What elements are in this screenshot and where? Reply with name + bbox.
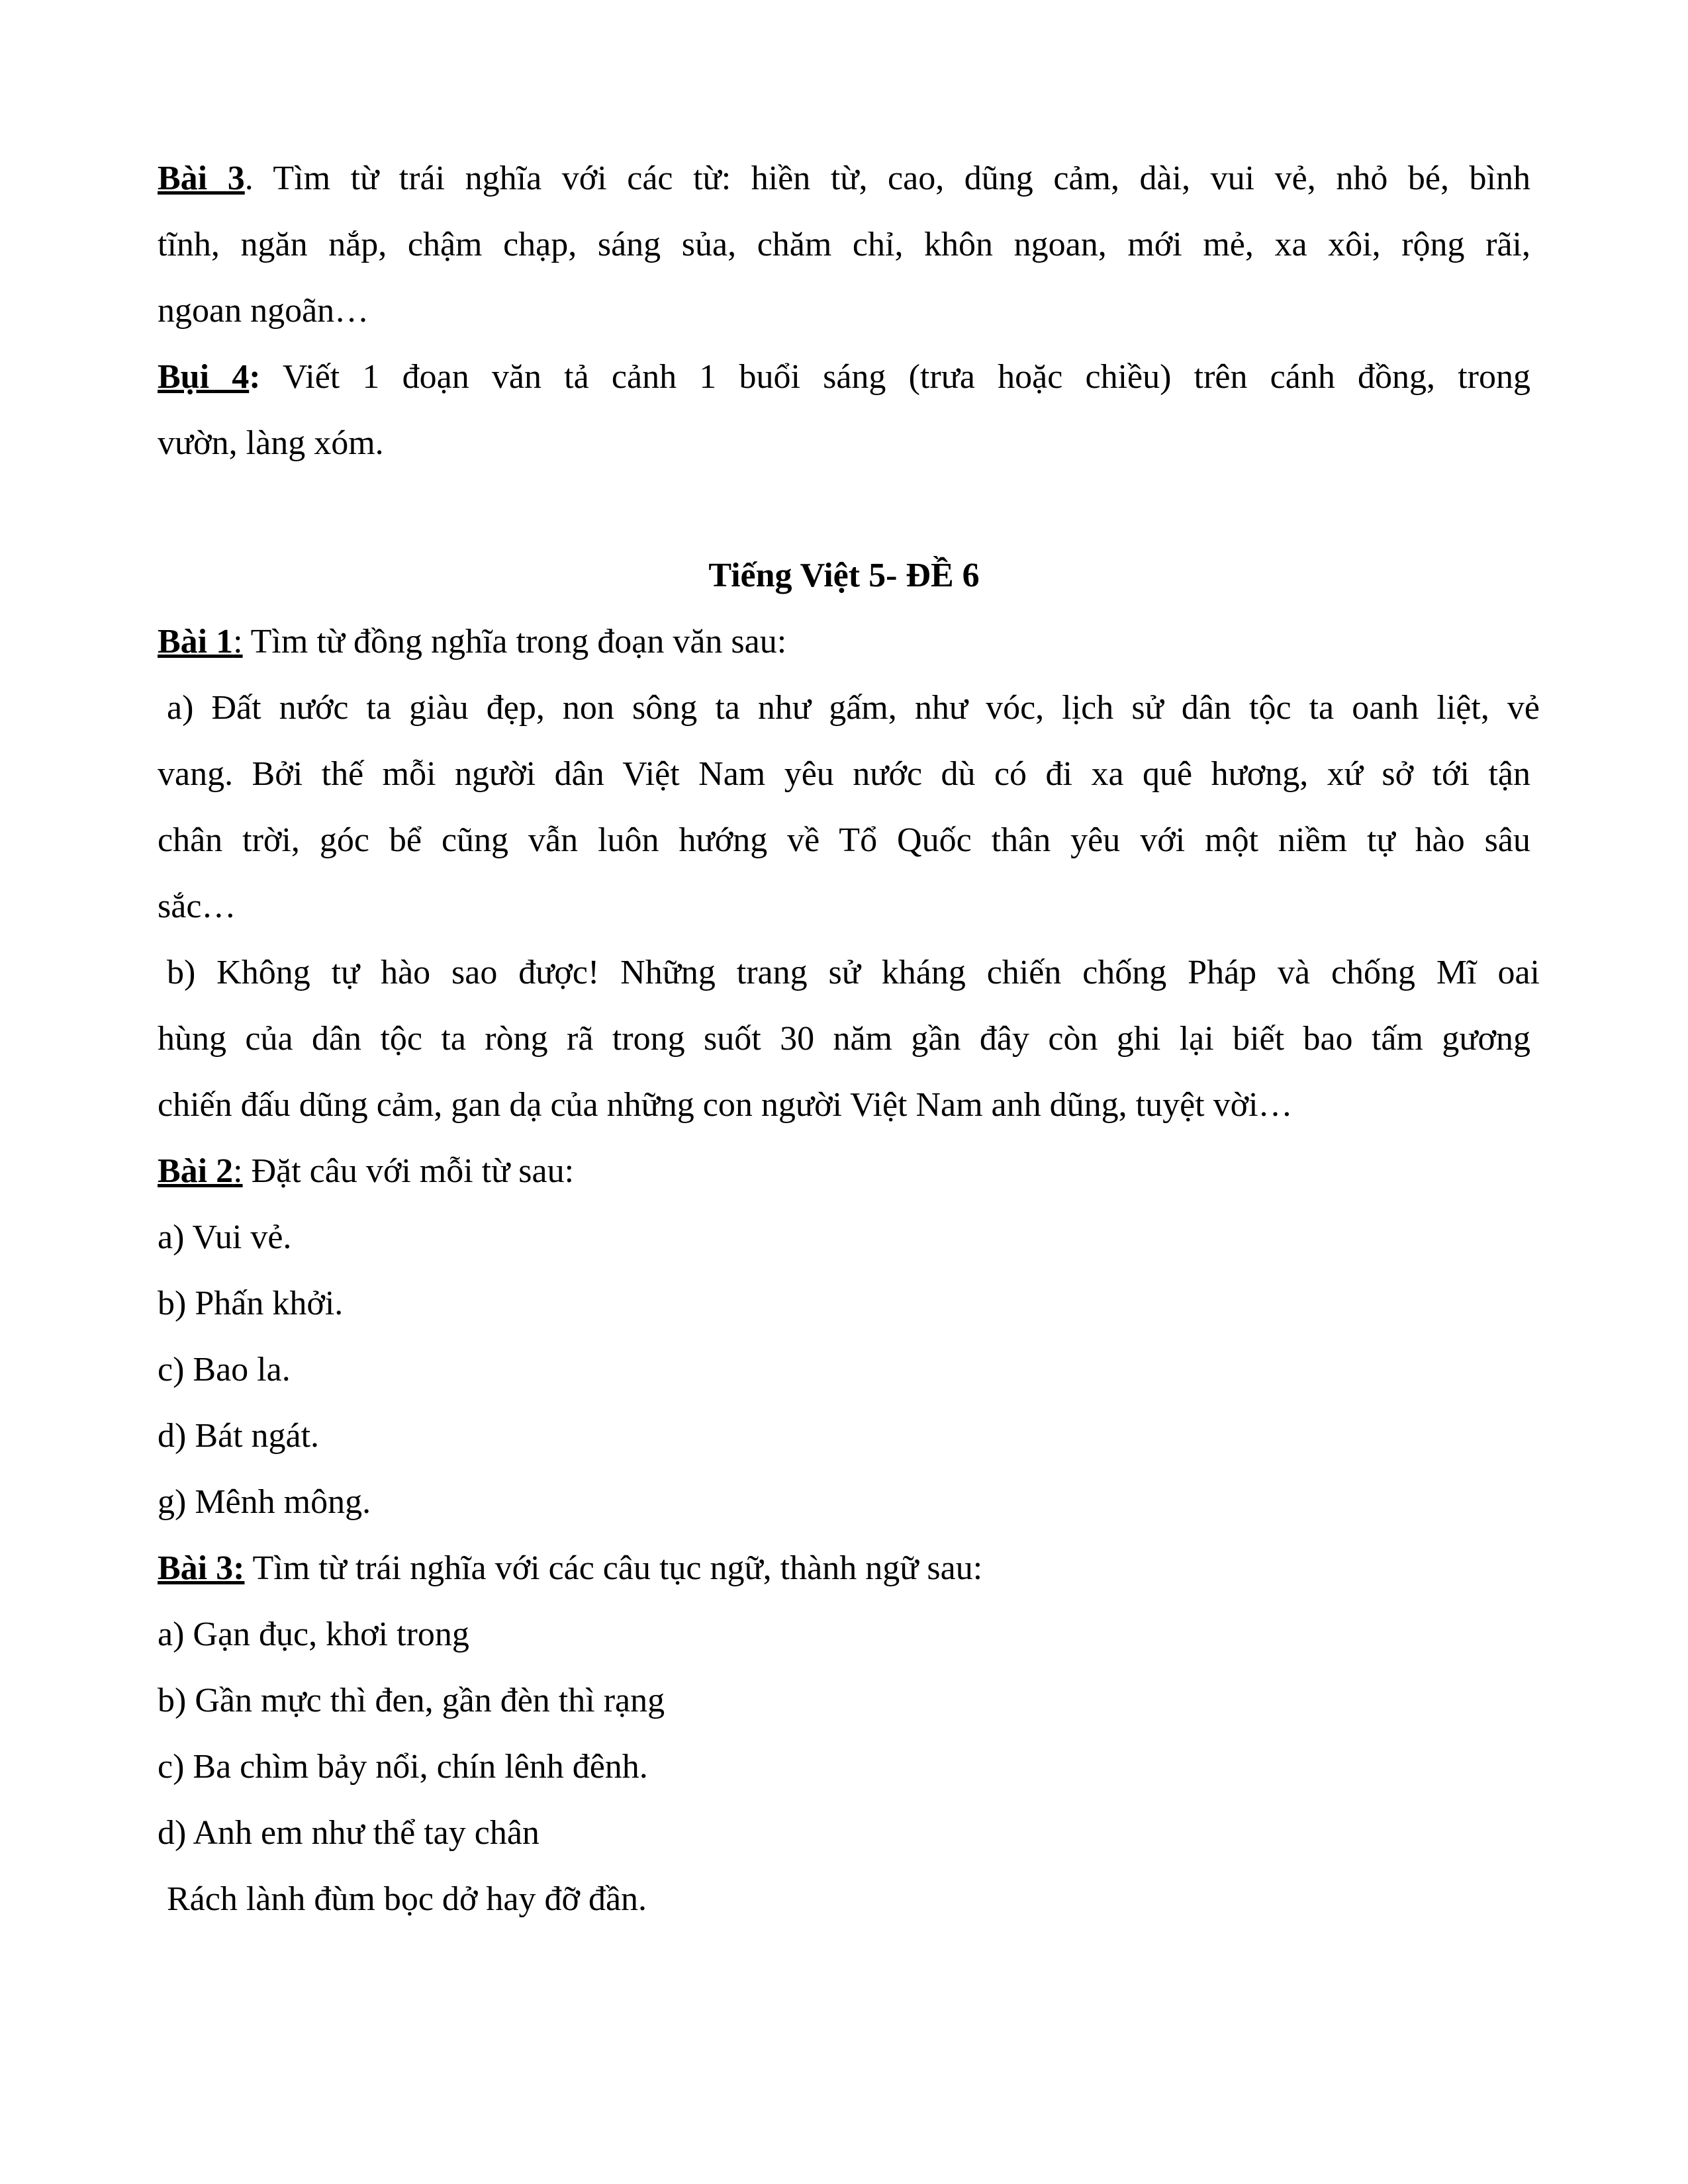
- bai1-a-line-2: vang. Bởi thế mỗi người dân Việt Nam yêu nước dù có đi xa quê hương, xứ sở tới tận: [158, 755, 1530, 793]
- bai2-heading: [158, 1152, 1530, 1191]
- bai3b-item-d-line-2: Rách lành đùm bọc dở hay đỡ đần.: [167, 1880, 647, 1918]
- bai2-item-b: b) Phấn khởi.: [158, 1285, 344, 1322]
- bai1-a-line-3: chân trời, góc bể cũng vẫn luôn hướng về Tổ Quốc thân yêu với một niềm tự hào sâu: [158, 821, 1530, 859]
- bai1-b-line-3: chiến đấu dũng cảm, gan dạ của những con người Việt Nam anh dũng, tuyệt vời…: [158, 1086, 1293, 1124]
- bai3-line-2: tĩnh, ngăn nắp, chậm chạp, sáng sủa, chăm chỉ, khôn ngoan, mới mẻ, xa xôi, rộng rãi,: [158, 226, 1530, 263]
- bai2-text: Đặt câu với mỗi từ sau:: [242, 1152, 575, 1190]
- bai3b-item-d: d) Anh em như thể tay chân: [158, 1814, 539, 1852]
- bai2-colon: :: [233, 1152, 243, 1190]
- bai3b-item-b: b) Gần mực thì đen, gần đèn thì rạng: [158, 1682, 665, 1719]
- bai2-item-c: c) Bao la.: [158, 1351, 291, 1388]
- bai3-line-3: ngoan ngoãn…: [158, 292, 369, 330]
- bai4-text-1: Viết 1 đoạn văn tả cảnh 1 buổi sáng (trưa hoặc chiều) trên cánh đồng, trong: [260, 358, 1530, 396]
- bai3b-label: Bài 3:: [158, 1549, 245, 1587]
- bai1-a-line-1: a) Đất nước ta giàu đẹp, non sông ta như gấm, như vóc, lịch sử dân tộc ta oanh liệt, vẻ: [167, 689, 1540, 727]
- bai1-b-line-1: b) Không tự hào sao được! Những trang sử kháng chiến chống Pháp và chống Mĩ oai: [167, 954, 1540, 991]
- bai1-label: Bài 1: [158, 623, 234, 660]
- bai1-heading: [158, 622, 1530, 662]
- bai3b-heading: [158, 1549, 1530, 1588]
- bai3b-item-c: c) Ba chìm bảy nổi, chín lênh đênh.: [158, 1748, 648, 1786]
- bai4-line-1: [158, 357, 1530, 397]
- page-title: Tiếng Việt 5- ĐỀ 6: [708, 557, 980, 594]
- bai2-item-d: d) Bát ngát.: [158, 1417, 320, 1455]
- bai1-colon: :: [233, 623, 243, 660]
- bai3b-text: Tìm từ trái nghĩa với các câu tục ngữ, thành ngữ sau:: [244, 1549, 983, 1587]
- bai3-label: Bài 3: [158, 159, 245, 197]
- bai2-item-g: g) Mênh mông.: [158, 1483, 371, 1521]
- bai4-colon: :: [249, 358, 261, 396]
- bai2-item-a: a) Vui vẻ.: [158, 1218, 292, 1256]
- bai3-line-1: [158, 159, 1530, 199]
- bai1-a-line-4: sắc…: [158, 887, 236, 925]
- bai3-text-1: . Tìm từ trái nghĩa với các từ: hiền từ, cao, dũng cảm, dài, vui vẻ, nhỏ bé, bình: [244, 159, 1530, 197]
- bai1-text: Tìm từ đồng nghĩa trong đoạn văn sau:: [242, 623, 787, 660]
- bai4-line-2: vườn, làng xóm.: [158, 424, 384, 462]
- bai2-label: Bài 2: [158, 1152, 234, 1190]
- bai3b-item-a: a) Gạn đục, khơi trong: [158, 1615, 469, 1653]
- bai1-b-line-2: hùng của dân tộc ta ròng rã trong suốt 30 năm gần đây còn ghi lại biết bao tấm gương: [158, 1020, 1530, 1058]
- bai4-label: Bụi 4: [158, 358, 250, 396]
